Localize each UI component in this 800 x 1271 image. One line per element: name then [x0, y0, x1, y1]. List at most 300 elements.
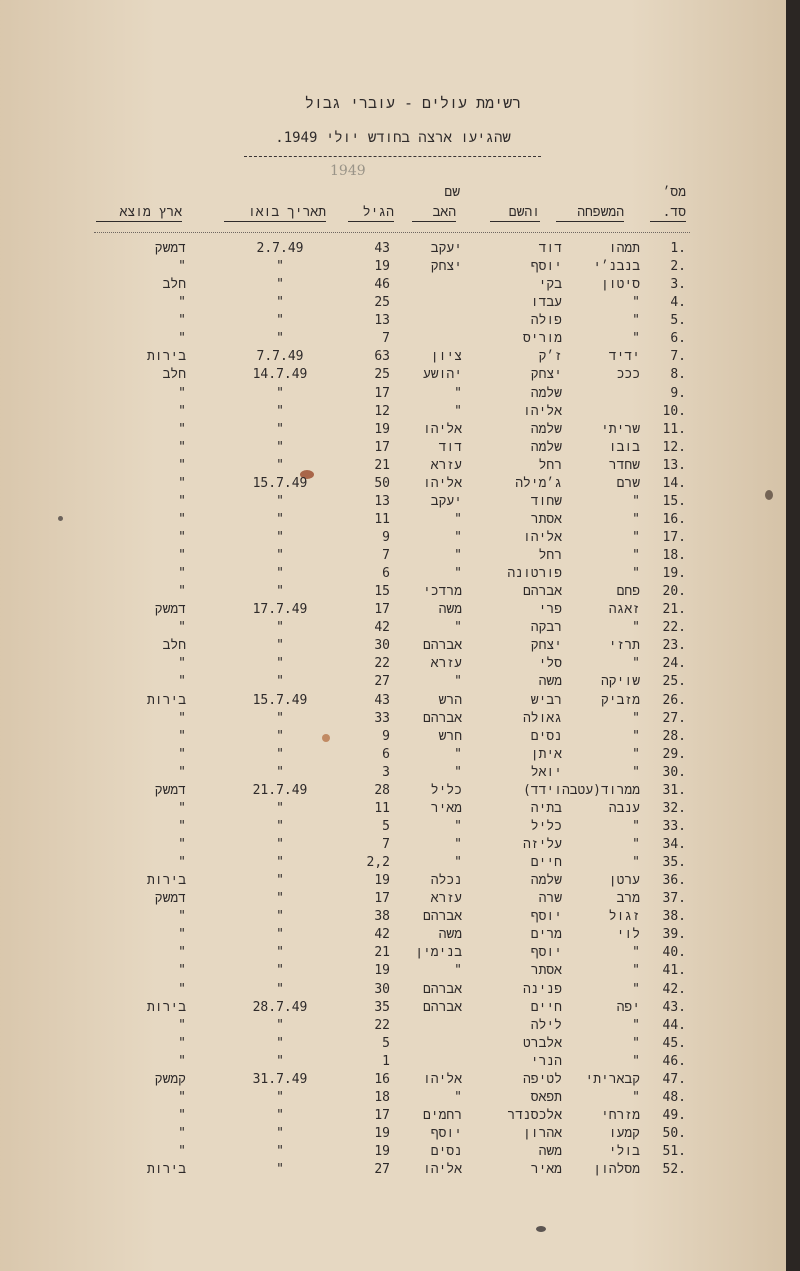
row-father-name: דוד	[438, 439, 462, 455]
row-family-name: "	[632, 1017, 640, 1033]
row-origin-country: חלב	[162, 367, 186, 383]
table-row	[0, 1017, 786, 1035]
row-serial-number: 42.	[662, 981, 686, 997]
row-father-name: "	[454, 746, 462, 762]
row-father-name: בנימין	[415, 945, 462, 961]
row-first-name: מוריס	[522, 331, 562, 347]
row-first-name: לילה	[530, 1017, 562, 1033]
header-age: הגיל	[348, 206, 394, 222]
row-serial-number: 24.	[662, 656, 686, 672]
row-serial-number: 46.	[662, 1053, 686, 1069]
row-family-name: "	[632, 313, 640, 329]
row-origin-country: "	[178, 837, 186, 852]
row-arrival-date: 15.7.49	[252, 692, 308, 708]
row-first-name: רבקה	[530, 620, 562, 636]
row-serial-number: 17.	[662, 530, 686, 545]
row-father-name: "	[454, 1089, 462, 1105]
row-family-name: "	[632, 981, 640, 997]
table-row	[0, 601, 786, 619]
row-serial-number: 49.	[662, 1107, 686, 1123]
table-row	[0, 890, 786, 908]
row-origin-country: "	[178, 1125, 186, 1141]
row-arrival-date: 14.7.49	[252, 367, 308, 383]
table-row	[0, 1161, 786, 1179]
row-first-name: חיים	[530, 999, 562, 1015]
row-age: 7	[382, 837, 390, 852]
document-subtitle: שהגיעו ארצה בחודש יולי 1949.	[275, 130, 511, 146]
row-first-name: אליהו	[522, 403, 562, 419]
row-origin-country: "	[178, 855, 186, 870]
header-family-name: המשפחה	[556, 206, 624, 222]
row-origin-country: "	[178, 530, 186, 545]
row-serial-number: 22.	[662, 620, 686, 636]
row-age: 25	[374, 367, 390, 383]
row-origin-country: "	[178, 1107, 186, 1123]
row-first-name: יצחק	[530, 638, 562, 654]
row-father-name: עזרא	[430, 457, 462, 473]
row-arrival-date: "	[276, 277, 284, 293]
row-first-name: יוסף	[530, 259, 562, 275]
row-age: 38	[374, 909, 390, 925]
table-row	[0, 619, 786, 637]
row-serial-number: 21.	[662, 602, 686, 618]
row-serial-number: 33.	[662, 818, 686, 834]
row-age: 21	[374, 457, 390, 473]
row-family-name: בולי	[608, 1144, 640, 1159]
row-family-name: ערטן	[608, 873, 640, 889]
row-first-name: מרים	[530, 927, 562, 943]
row-family-name: תרזי	[608, 638, 640, 654]
row-father-name: יעקב	[430, 493, 462, 509]
row-father-name: אברהם	[422, 638, 462, 654]
row-arrival-date: "	[276, 584, 284, 600]
row-family-name: "	[632, 511, 640, 527]
row-family-name: סיטון	[600, 277, 640, 293]
table-row	[0, 818, 786, 836]
row-family-name: שחדר	[608, 457, 640, 473]
table-row	[0, 294, 786, 312]
row-origin-country: "	[178, 295, 186, 311]
row-serial-number: 39.	[662, 927, 686, 943]
row-family-name: פחם	[616, 584, 640, 600]
row-origin-country: "	[178, 981, 186, 997]
row-father-name: הרש	[438, 692, 462, 708]
row-father-name: יצחק	[430, 259, 462, 275]
row-arrival-date: "	[276, 656, 284, 672]
row-origin-country: "	[178, 584, 186, 600]
row-father-name: "	[454, 837, 462, 852]
row-family-name: "	[632, 566, 640, 582]
row-father-name: "	[454, 385, 462, 401]
row-first-name: משה	[538, 674, 562, 690]
row-family-name: "	[632, 837, 640, 852]
row-father-name: "	[454, 403, 462, 419]
row-family-name: שרם	[616, 475, 640, 491]
row-age: 30	[374, 981, 390, 997]
row-first-name: בקי	[538, 277, 562, 293]
row-first-name: חיים	[530, 855, 562, 870]
row-first-name: דוד	[538, 241, 562, 256]
row-origin-country: "	[178, 656, 186, 672]
row-arrival-date: "	[276, 710, 284, 726]
table-row	[0, 872, 786, 890]
row-family-name: תמהו	[608, 241, 640, 256]
row-family-name: "	[632, 295, 640, 311]
row-serial-number: 23.	[662, 638, 686, 654]
row-first-name: כליל	[530, 818, 562, 834]
row-serial-number: 26.	[662, 692, 686, 708]
row-first-name: מאיר	[530, 1162, 562, 1178]
row-age: 13	[374, 313, 390, 329]
row-arrival-date: 17.7.49	[252, 602, 308, 618]
row-age: 17	[374, 1107, 390, 1123]
row-family-name: בובו	[608, 439, 640, 455]
row-arrival-date: "	[276, 548, 284, 563]
row-age: 5	[382, 1035, 390, 1051]
table-row	[0, 782, 786, 800]
row-origin-country: דמשק	[154, 241, 186, 256]
row-origin-country: "	[178, 511, 186, 527]
document-title: רשימת עולים - עוברי גבול	[304, 94, 522, 112]
row-arrival-date: "	[276, 439, 284, 455]
row-family-name: "	[632, 764, 640, 780]
row-origin-country: "	[178, 728, 186, 744]
scan-dark-edge	[786, 0, 800, 1271]
row-father-name: עזרא	[430, 656, 462, 672]
table-row	[0, 1071, 786, 1089]
row-age: 15	[374, 584, 390, 600]
row-first-name: לטיפה	[522, 1071, 562, 1087]
row-origin-country: "	[178, 1017, 186, 1033]
row-family-name: מזביק	[600, 692, 640, 708]
row-family-name: מסלהון	[593, 1162, 640, 1178]
row-family-name: "	[632, 656, 640, 672]
row-father-name: אליהו	[422, 1162, 462, 1178]
row-arrival-date: "	[276, 620, 284, 636]
table-row	[0, 457, 786, 475]
row-serial-number: 16.	[662, 511, 686, 527]
row-first-name: תפאס	[530, 1089, 562, 1105]
row-serial-number: 45.	[662, 1035, 686, 1051]
row-first-name: גאולה	[522, 710, 562, 726]
row-father-name: "	[454, 566, 462, 582]
row-arrival-date: "	[276, 1017, 284, 1033]
row-serial-number: 47.	[662, 1071, 686, 1087]
row-first-name: יצחק	[530, 367, 562, 383]
row-father-name: משה	[438, 927, 462, 943]
row-first-name: אסתר	[530, 511, 562, 527]
header-serial-top: מס׳	[662, 185, 686, 200]
row-origin-country: "	[178, 403, 186, 419]
row-serial-number: 5.	[670, 313, 686, 329]
row-age: 27	[374, 1162, 390, 1178]
row-first-name: שחוד	[530, 493, 562, 509]
row-serial-number: 11.	[662, 421, 686, 437]
row-serial-number: 38.	[662, 909, 686, 925]
row-origin-country: דמשק	[154, 602, 186, 618]
row-age: 42	[374, 620, 390, 636]
row-arrival-date: "	[276, 457, 284, 473]
row-father-name: אליהו	[422, 475, 462, 491]
row-family-name: מרב	[616, 891, 640, 907]
table-row	[0, 944, 786, 962]
row-origin-country: "	[178, 927, 186, 943]
row-age: 5	[382, 818, 390, 834]
row-family-name: "	[632, 710, 640, 726]
table-row	[0, 728, 786, 746]
row-father-name: נכלה	[430, 873, 462, 889]
table-row	[0, 999, 786, 1017]
table-row	[0, 836, 786, 854]
table-row	[0, 493, 786, 511]
table-row	[0, 330, 786, 348]
row-father-name: יהושע	[422, 367, 462, 383]
row-serial-number: 8.	[670, 367, 686, 383]
header-serial-bottom: סד.	[650, 206, 686, 222]
row-father-name: "	[454, 674, 462, 690]
row-arrival-date: "	[276, 331, 284, 347]
row-serial-number: 43.	[662, 999, 686, 1015]
row-first-name: אליהו	[522, 530, 562, 545]
row-family-name: שריתי	[600, 421, 640, 437]
table-row	[0, 1035, 786, 1053]
row-age: 63	[374, 349, 390, 365]
row-arrival-date: "	[276, 1035, 284, 1051]
row-father-name: יוסף	[430, 1125, 462, 1141]
table-row	[0, 1107, 786, 1125]
row-arrival-date: "	[276, 981, 284, 997]
row-family-name: יפה	[616, 999, 640, 1015]
table-row	[0, 981, 786, 999]
row-arrival-date: "	[276, 855, 284, 870]
row-arrival-date: "	[276, 403, 284, 419]
row-serial-number: 20.	[662, 584, 686, 600]
row-origin-country: "	[178, 457, 186, 473]
row-father-name: רחמים	[422, 1107, 462, 1123]
row-age: 42	[374, 927, 390, 943]
row-serial-number: 52.	[662, 1162, 686, 1178]
pencil-annotation: 1949	[330, 163, 366, 179]
row-arrival-date: "	[276, 1089, 284, 1105]
row-age: 19	[374, 873, 390, 889]
row-serial-number: 29.	[662, 746, 686, 762]
row-origin-country: בירות	[146, 1162, 186, 1178]
row-family-name: "	[632, 620, 640, 636]
row-first-name: איתן	[530, 746, 562, 762]
row-father-name: "	[454, 530, 462, 545]
row-origin-country: בירות	[146, 349, 186, 365]
row-origin-country: "	[178, 1089, 186, 1105]
row-serial-number: 18.	[662, 548, 686, 563]
row-serial-number: 50.	[662, 1125, 686, 1141]
row-father-name: אברהם	[422, 999, 462, 1015]
table-row	[0, 403, 786, 421]
row-first-name: פרי	[538, 602, 562, 618]
row-first-name: נסים	[530, 728, 562, 744]
table-row	[0, 926, 786, 944]
row-family-name: בנבנ׳י	[593, 259, 640, 275]
row-first-name: יוסף	[530, 945, 562, 961]
row-age: 1	[382, 1053, 390, 1069]
row-arrival-date: 31.7.49	[252, 1071, 308, 1087]
row-age: 3	[382, 764, 390, 780]
row-age: 17	[374, 602, 390, 618]
table-row	[0, 439, 786, 457]
row-father-name: כליל	[430, 782, 462, 798]
row-origin-country: חלב	[162, 638, 186, 654]
row-father-name: "	[454, 855, 462, 870]
row-origin-country: "	[178, 963, 186, 979]
row-age: 12	[374, 403, 390, 419]
row-origin-country: "	[178, 566, 186, 582]
row-arrival-date: "	[276, 873, 284, 889]
row-family-name: "	[632, 746, 640, 762]
row-first-name: רביש	[530, 692, 562, 708]
row-father-name: ציון	[430, 349, 462, 365]
row-age: 13	[374, 493, 390, 509]
row-serial-number: 30.	[662, 764, 686, 780]
table-row	[0, 529, 786, 547]
row-arrival-date: "	[276, 1162, 284, 1178]
row-father-name: אברהם	[422, 981, 462, 997]
row-serial-number: 41.	[662, 963, 686, 979]
row-origin-country: "	[178, 818, 186, 834]
row-serial-number: 10.	[662, 403, 686, 419]
row-serial-number: 7.	[670, 349, 686, 365]
row-arrival-date: "	[276, 313, 284, 329]
row-age: 17	[374, 891, 390, 907]
table-row	[0, 962, 786, 980]
row-serial-number: 13.	[662, 457, 686, 473]
row-origin-country: "	[178, 746, 186, 762]
header-father-top: שם	[444, 185, 460, 200]
row-first-name: רחל	[538, 457, 562, 473]
row-family-name: זגול	[608, 909, 640, 925]
header-father-bottom: האב	[412, 206, 456, 222]
row-first-name: ז׳ק	[538, 349, 562, 365]
row-serial-number: 48.	[662, 1089, 686, 1105]
row-father-name: מרדכי	[422, 584, 462, 600]
row-origin-country: "	[178, 548, 186, 563]
row-age: 16	[374, 1071, 390, 1087]
row-age: 19	[374, 963, 390, 979]
row-arrival-date: 21.7.49	[252, 782, 308, 798]
row-origin-country: "	[178, 710, 186, 726]
row-first-name: הנרי	[530, 1053, 562, 1069]
row-arrival-date: "	[276, 511, 284, 527]
row-origin-country: "	[178, 1035, 186, 1051]
row-family-name: "	[632, 963, 640, 979]
row-arrival-date: "	[276, 945, 284, 961]
row-family-name: "	[632, 530, 640, 545]
row-serial-number: 27.	[662, 710, 686, 726]
row-age: 19	[374, 259, 390, 275]
row-age: 19	[374, 421, 390, 437]
row-first-name: וידד)	[522, 782, 562, 798]
row-age: 43	[374, 692, 390, 708]
row-origin-country: "	[178, 385, 186, 401]
table-row	[0, 565, 786, 583]
row-age: 19	[374, 1144, 390, 1159]
row-father-name: אברהם	[422, 710, 462, 726]
table-row	[0, 547, 786, 565]
row-origin-country: "	[178, 674, 186, 690]
row-family-name: קבאריתי	[585, 1071, 640, 1087]
row-age: 18	[374, 1089, 390, 1105]
row-serial-number: 31.	[662, 782, 686, 798]
row-father-name: משה	[438, 602, 462, 618]
row-arrival-date: "	[276, 891, 284, 907]
table-row	[0, 312, 786, 330]
row-first-name: יואל	[530, 764, 562, 780]
row-first-name: אלברט	[522, 1035, 562, 1051]
table-row	[0, 637, 786, 655]
row-first-name: פולה	[530, 313, 562, 329]
row-serial-number: 34.	[662, 837, 686, 852]
row-first-name: פנינה	[522, 981, 562, 997]
row-serial-number: 35.	[662, 855, 686, 870]
row-origin-country: "	[178, 764, 186, 780]
row-age: 50	[374, 475, 390, 491]
table-row	[0, 800, 786, 818]
table-row	[0, 240, 786, 258]
row-first-name: משה	[538, 1144, 562, 1159]
row-first-name: שרה	[538, 891, 562, 907]
row-arrival-date: "	[276, 638, 284, 654]
row-age: 22	[374, 1017, 390, 1033]
table-row	[0, 366, 786, 384]
row-arrival-date: "	[276, 800, 284, 816]
table-row	[0, 1143, 786, 1161]
row-arrival-date: 15.7.49	[252, 475, 308, 491]
row-age: 17	[374, 439, 390, 455]
row-first-name: שלמה	[530, 421, 562, 437]
row-arrival-date: "	[276, 1144, 284, 1159]
row-origin-country: בירות	[146, 692, 186, 708]
row-origin-country: "	[178, 1144, 186, 1159]
row-age: 11	[374, 800, 390, 816]
row-arrival-date: "	[276, 818, 284, 834]
row-first-name: אברהם	[522, 584, 562, 600]
row-serial-number: 15.	[662, 493, 686, 509]
row-family-name: זאגה	[608, 602, 640, 618]
table-row	[0, 276, 786, 294]
row-arrival-date: 7.7.49	[256, 349, 304, 365]
row-first-name: עליזה	[522, 837, 562, 852]
table-row	[0, 1089, 786, 1107]
table-row	[0, 908, 786, 926]
row-first-name: אסתר	[530, 963, 562, 979]
row-father-name: אליהו	[422, 421, 462, 437]
row-family-name: ענבה	[608, 800, 640, 816]
header-arrival-date: תאריך בואו	[224, 206, 326, 222]
row-arrival-date: "	[276, 259, 284, 275]
row-first-name: עבדו	[530, 295, 562, 311]
row-age: 11	[374, 511, 390, 527]
row-family-name: שויקה	[600, 674, 640, 690]
row-age: 17	[374, 385, 390, 401]
row-father-name: עזרא	[430, 891, 462, 907]
row-family-name: "	[632, 493, 640, 509]
row-serial-number: 51.	[662, 1144, 686, 1159]
row-age: 9	[382, 530, 390, 545]
row-serial-number: 9.	[670, 385, 686, 401]
row-age: 7	[382, 548, 390, 563]
row-age: 7	[382, 331, 390, 347]
row-first-name: רחל	[538, 548, 562, 563]
table-row	[0, 692, 786, 710]
row-first-name: שלמה	[530, 873, 562, 889]
